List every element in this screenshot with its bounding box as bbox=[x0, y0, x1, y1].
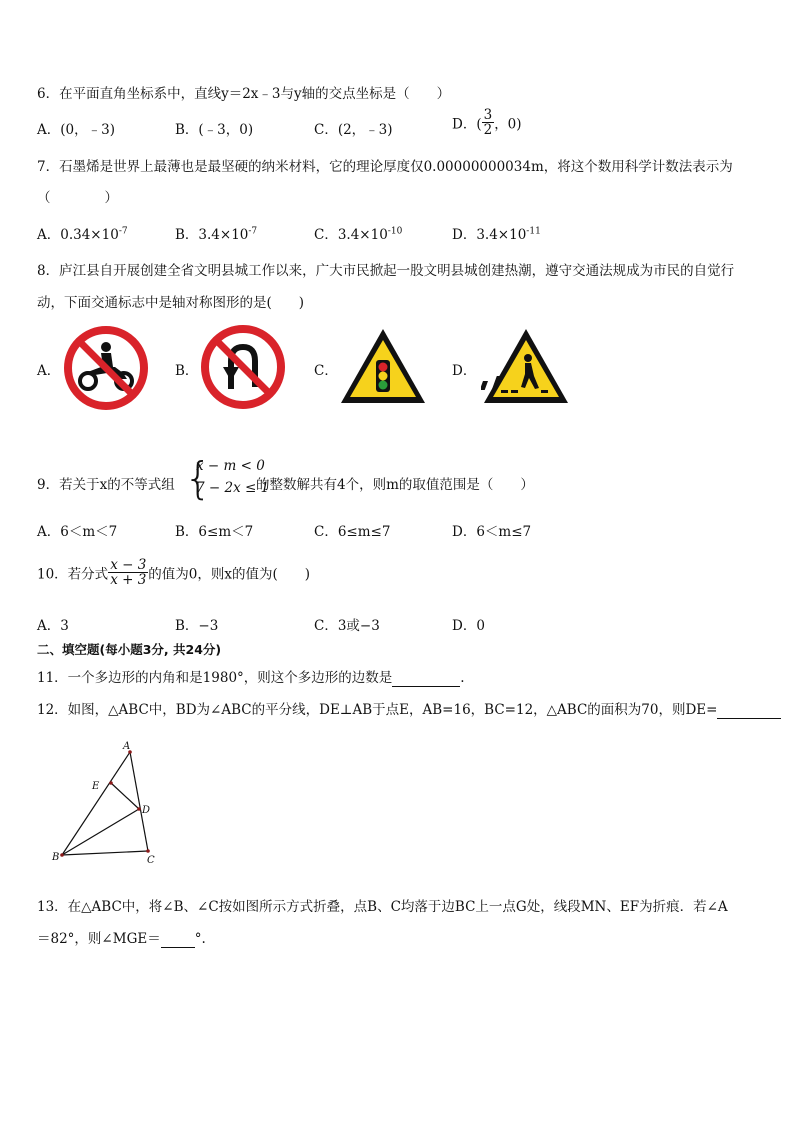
label-d: D bbox=[142, 805, 151, 816]
q6-stem: 6．在平面直角坐标系中，直线y＝2x﹣3与y轴的交点坐标是（ ） bbox=[37, 86, 451, 102]
q8-option-b-label: B． bbox=[175, 363, 199, 379]
q11-answer-blank[interactable] bbox=[392, 670, 460, 687]
q6-option-d-suffix: ，0) bbox=[494, 116, 522, 133]
q9-brace: { bbox=[184, 453, 212, 504]
q8-line1: 8．庐江县自开展创建全省文明县城工作以来，广大市民掀起一股文明县城创建热潮，遵守交通法规成为市民的自觉行 bbox=[37, 263, 735, 279]
q10-option-d: D．0 bbox=[452, 618, 485, 634]
q12-text: 12．如图，△ABC中，BD为∠ABC的平分线，DE⊥AB于点E，AB=16，BC=12，△ABC的面积为70，则DE= bbox=[37, 702, 718, 718]
q6-option-b: B．(﹣3，0) bbox=[175, 122, 254, 138]
q8-option-d-label: D． bbox=[452, 363, 477, 379]
q8-line2: 动，下面交通标志中是轴对称图形的是( ) bbox=[37, 295, 305, 311]
q11-end: . bbox=[460, 670, 465, 686]
pedestrian-crossing-sign bbox=[481, 326, 571, 406]
q7-option-a bbox=[37, 223, 128, 243]
q12-answer-blank[interactable] bbox=[717, 702, 781, 719]
fraction-denominator: 2 bbox=[483, 122, 493, 139]
q10-suffix: 的值为0，则x的值为( ) bbox=[148, 566, 311, 583]
no-u-turn-sign bbox=[201, 325, 285, 409]
q7-option-d bbox=[452, 223, 541, 243]
q7-option-b-base: B．3.4×10 bbox=[175, 227, 249, 243]
q7-option-d-base: D．3.4×10 bbox=[452, 227, 527, 243]
q9-option-c: C．6≤m≤7 bbox=[314, 524, 391, 540]
q7-option-b bbox=[175, 223, 257, 243]
q10-option-c: C．3或−3 bbox=[314, 618, 380, 634]
q9-option-b: B．6≤m＜7 bbox=[175, 524, 254, 540]
q6-option-c: C．(2，﹣3) bbox=[314, 122, 393, 138]
label-b: B bbox=[52, 852, 60, 863]
q7-option-c bbox=[314, 223, 402, 243]
q10-stem bbox=[37, 558, 310, 587]
q11-stem bbox=[37, 666, 465, 687]
q10-prefix: 10．若分式 bbox=[37, 566, 109, 583]
q7-option-a-exp: -7 bbox=[118, 226, 128, 237]
q6-option-d-fraction bbox=[482, 108, 495, 137]
q7-stem: 7．石墨烯是世界上最薄也是最坚硬的纳米材料，它的理论厚度仅0.00000000034m，将这个数用科学计数法表示为 bbox=[37, 159, 733, 175]
q8-option-a-label: A． bbox=[37, 363, 61, 379]
label-a: A bbox=[123, 741, 131, 752]
q13-line2 bbox=[37, 927, 206, 948]
q9-option-a: A．6＜m＜7 bbox=[37, 524, 118, 540]
q12-stem bbox=[37, 698, 781, 719]
q9-inequality-2: 7 − 2x ≤ 1 bbox=[196, 480, 270, 496]
q7-option-c-base: C．3.4×10 bbox=[314, 227, 388, 243]
fraction-denominator: x + 3 bbox=[110, 572, 147, 589]
q13-answer-blank[interactable] bbox=[161, 931, 195, 948]
q7-paren: （ ） bbox=[37, 190, 118, 206]
q6-option-a: A．(0，﹣3) bbox=[37, 122, 115, 138]
q13-line1: 13．在△ABC中，将∠B、∠C按如图所示方式折叠，点B、C均落于边BC上一点G处，线段MN、EF为折痕．若∠A bbox=[37, 899, 728, 915]
no-motorcycle-sign bbox=[63, 325, 149, 411]
q11-text: 11．一个多边形的内角和是1980°，则这个多边形的边数是 bbox=[37, 670, 393, 686]
fraction-numerator: x − 3 bbox=[110, 557, 147, 573]
q9-prefix: 9．若关于x的不等式组 bbox=[37, 477, 175, 493]
q9-suffix: 的整数解共有4个，则m的取值范围是（ ） bbox=[256, 477, 534, 493]
fraction-numerator: 3 bbox=[483, 107, 493, 123]
traffic-light-warning-sign bbox=[338, 326, 428, 406]
q6-option-d-prefix: D．( bbox=[452, 116, 482, 133]
q7-option-d-exp: -11 bbox=[526, 226, 541, 237]
label-c: C bbox=[147, 855, 155, 865]
q7-option-a-base: A．0.34×10 bbox=[37, 227, 119, 243]
q10-option-a: A．3 bbox=[37, 618, 69, 634]
q13-line2-prefix: ＝82°，则∠MGE＝ bbox=[37, 931, 161, 947]
q7-option-b-exp: -7 bbox=[248, 226, 258, 237]
q10-option-b: B．−3 bbox=[175, 618, 219, 634]
triangle-figure bbox=[50, 740, 170, 865]
label-e: E bbox=[92, 781, 100, 792]
q9-inequality-1: x − m < 0 bbox=[196, 458, 265, 474]
q10-fraction bbox=[108, 558, 148, 587]
q8-option-c-label: C． bbox=[314, 363, 338, 379]
section-heading-fill-in: 二、填空题(每小题3分, 共24分) bbox=[37, 642, 222, 657]
q7-option-c-exp: -10 bbox=[387, 226, 403, 237]
q6-option-d bbox=[452, 108, 522, 137]
q13-line2-suffix: °. bbox=[194, 931, 206, 947]
q9-option-d: D．6＜m≤7 bbox=[452, 524, 532, 540]
